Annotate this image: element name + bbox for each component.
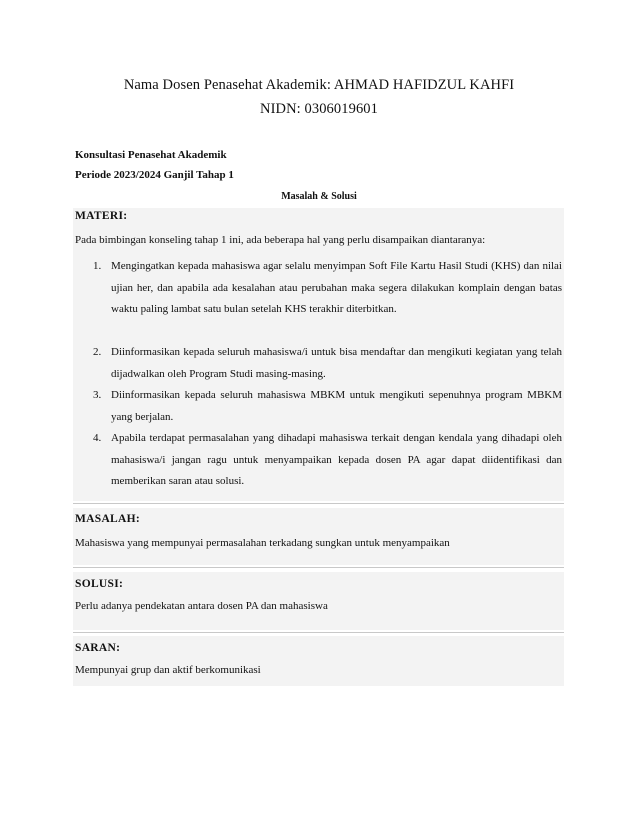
list-item bbox=[73, 385, 562, 428]
list-item-text: Diinformasikan kepada seluruh mahasiswa/i untuk bisa mendaftar dan mengikuti kegiatan yang telah dijadwalkan oleh Program Studi masing-masing. bbox=[111, 346, 562, 380]
saran-section bbox=[73, 636, 564, 686]
section-divider bbox=[73, 632, 564, 633]
materi-list bbox=[73, 256, 562, 492]
section-label: Masalah & Solusi bbox=[281, 191, 357, 202]
masalah-heading: MASALAH: bbox=[75, 513, 141, 525]
saran-text: Mempunyai grup dan aktif berkomunikasi bbox=[75, 664, 261, 676]
solusi-heading: SOLUSI: bbox=[75, 578, 124, 590]
list-item bbox=[73, 428, 562, 492]
list-item-number: 2. bbox=[93, 346, 102, 358]
materi-intro: Pada bimbingan konseling tahap 1 ini, ada beberapa hal yang perlu disampaikan diantaranya: bbox=[75, 234, 486, 246]
period-label: Periode 2023/2024 Ganjil Tahap 1 bbox=[75, 169, 234, 181]
list-item-text: Mengingatkan kepada mahasiswa agar selalu menyimpan Soft File Kartu Hasil Studi (KHS) dan nilai ujian her, dan apabila ada kesalahan atau perubahan maka segera dilakukan komplain dengan batas waktu paling lambat satu bulan setelah KHS terakhir diterbitkan. bbox=[111, 260, 562, 315]
consultation-title: Konsultasi Penasehat Akademik bbox=[75, 149, 227, 161]
masalah-section bbox=[73, 508, 564, 565]
saran-heading: SARAN: bbox=[75, 642, 121, 654]
list-item-text: Apabila terdapat permasalahan yang dihadapi mahasiswa terkait dengan kendala yang dihadapi oleh mahasiswa/i jangan ragu untuk menyampaikan kepada dosen PA agar dapat diidentifikasi dan memberikan saran atau solusi. bbox=[111, 432, 562, 487]
list-item-number: 1. bbox=[93, 260, 102, 272]
section-divider bbox=[73, 567, 564, 568]
solusi-section bbox=[73, 572, 564, 630]
advisor-nidn-title: NIDN: 0306019601 bbox=[260, 101, 378, 117]
section-divider bbox=[73, 503, 564, 504]
advisor-name-title: Nama Dosen Penasehat Akademik: AHMAD HAFIDZUL KAHFI bbox=[123, 77, 515, 93]
materi-heading: MATERI: bbox=[75, 210, 128, 222]
list-item-number: 4. bbox=[93, 432, 102, 444]
list-item bbox=[73, 256, 562, 342]
solusi-text: Perlu adanya pendekatan antara dosen PA dan mahasiswa bbox=[75, 600, 328, 612]
list-item bbox=[73, 342, 562, 385]
masalah-text: Mahasiswa yang mempunyai permasalahan terkadang sungkan untuk menyampaikan bbox=[75, 537, 450, 549]
list-item-number: 3. bbox=[93, 389, 102, 401]
materi-section bbox=[73, 208, 564, 501]
list-item-text: Diinformasikan kepada seluruh mahasiswa MBKM untuk mengikuti sepenuhnya program MBKM yang berjalan. bbox=[111, 389, 562, 423]
